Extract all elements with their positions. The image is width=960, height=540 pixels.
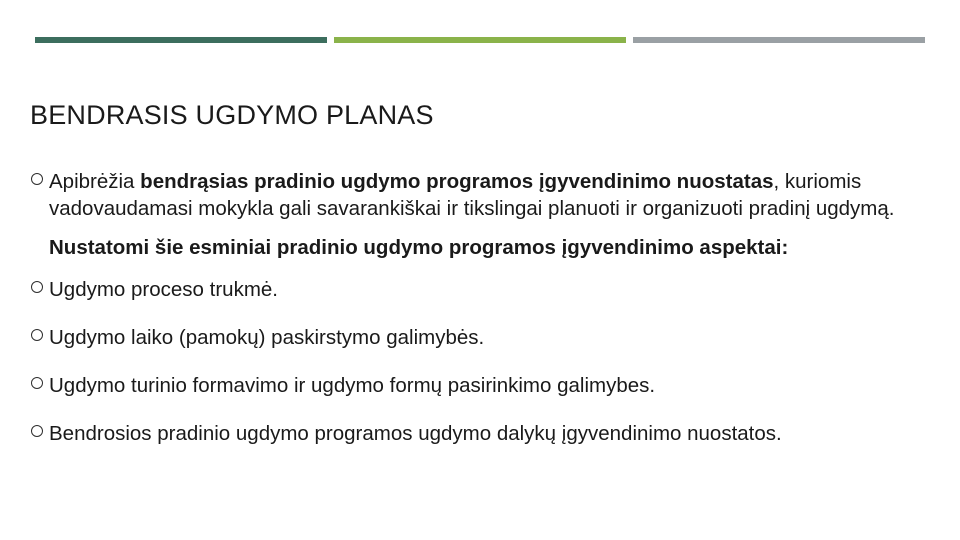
accent-bar-dark-green (35, 37, 327, 43)
intro-bold-phrase: bendrąsias pradinio ugdymo programos įgyvendinimo nuostatas (140, 170, 774, 193)
intro-suffix: , kuriomis vadovaudamasi mokykla gali savarankiškai ir tikslingai planuoti ir organizuoti pradinį ugdymą. (49, 170, 895, 220)
accent-bar-light-green (334, 37, 626, 43)
aspects-subheading: Nustatomi šie esminiai pradinio ugdymo programos įgyvendinimo aspektai: (49, 236, 789, 259)
slide-content (30, 168, 910, 447)
list-item-text: Ugdymo proceso trukmė. (49, 278, 279, 301)
circle-bullet-icon (31, 173, 43, 185)
circle-bullet-icon (31, 329, 43, 341)
accent-bar-gray (633, 37, 925, 43)
list-item (30, 420, 910, 447)
intro-prefix: Apibrėžia (49, 170, 141, 193)
list-item (30, 324, 910, 351)
list-item-text: Ugdymo laiko (pamokų) paskirstymo galimybės. (49, 326, 485, 349)
circle-bullet-icon (31, 377, 43, 389)
intro-paragraph (30, 168, 910, 222)
circle-bullet-icon (31, 425, 43, 437)
list-item (30, 372, 910, 399)
circle-bullet-icon (31, 281, 43, 293)
list-item (30, 276, 910, 303)
list-item-text: Ugdymo turinio formavimo ir ugdymo formų pasirinkimo galimybes. (49, 374, 656, 397)
list-item-text: Bendrosios pradinio ugdymo programos ugdymo dalykų įgyvendinimo nuostatos. (49, 422, 782, 445)
slide-title: BENDRASIS UGDYMO PLANAS (30, 100, 434, 130)
